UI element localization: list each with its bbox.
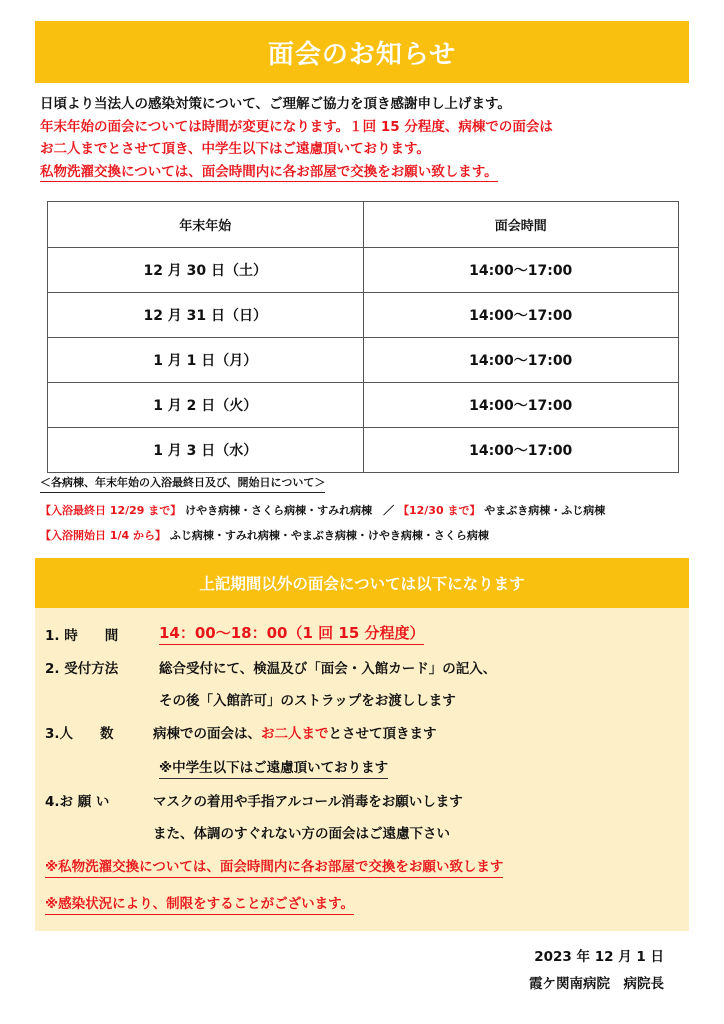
title-banner bbox=[35, 21, 689, 83]
other-period-panel bbox=[35, 558, 689, 931]
intro-line-2: 年末年始の面会については時間が変更になります。１回 15 分程度、病棟での面会は bbox=[40, 118, 553, 135]
other-period-heading-bar bbox=[35, 558, 689, 608]
header-visiting-time: 面会時間 bbox=[363, 202, 679, 248]
row-time: 14:00～17:00 bbox=[363, 293, 679, 338]
people-label: 3.人 数 bbox=[45, 726, 114, 742]
table-row bbox=[48, 383, 679, 428]
table-header-row bbox=[48, 202, 679, 248]
reception-line-2: その後「入館許可」のストラップをお渡しします bbox=[159, 693, 456, 709]
row-time: 14:00～17:00 bbox=[363, 248, 679, 293]
other-period-heading: 上記期間以外の面会については以下になります bbox=[199, 575, 525, 593]
bathing-last-day bbox=[40, 502, 605, 518]
row-date: 12 月 30 日（土） bbox=[48, 248, 364, 293]
header-period: 年末年始 bbox=[48, 202, 364, 248]
time-label: 1. 時 間 bbox=[45, 628, 119, 644]
reception-line-1: 総合受付にて、検温及び「面会・入館カード」の記入、 bbox=[159, 661, 497, 677]
visiting-schedule-table bbox=[47, 201, 679, 473]
request-label: 4.お 願 い bbox=[45, 794, 110, 810]
infection-note: ※感染状況により、制限をすることがございます。 bbox=[45, 896, 354, 915]
row-date: 1 月 1 日（月） bbox=[48, 338, 364, 383]
people-post: とさせて頂きます bbox=[328, 726, 437, 742]
time-value: 14：00～18：00（1 回 15 分程度） bbox=[159, 624, 424, 645]
table-row bbox=[48, 428, 679, 473]
page-title: 面会のお知らせ bbox=[267, 39, 457, 70]
bathing-last-label-2: 【12/30 まで】 bbox=[397, 504, 481, 517]
table-row bbox=[48, 248, 679, 293]
request-line-1: マスクの着用や手指アルコール消毒をお願いします bbox=[153, 794, 463, 810]
issue-date: 2023 年 12 月 1 日 bbox=[534, 949, 664, 965]
row-time: 14:00～17:00 bbox=[363, 428, 679, 473]
bathing-last-wards-2: やまぶき病棟・ふじ病棟 bbox=[484, 504, 606, 517]
row-date: 1 月 2 日（火） bbox=[48, 383, 364, 428]
row-date: 1 月 3 日（水） bbox=[48, 428, 364, 473]
people-highlight: お二人まで bbox=[261, 726, 329, 742]
reception-label: 2. 受付方法 bbox=[45, 661, 119, 677]
row-time: 14:00～17:00 bbox=[363, 383, 679, 428]
bathing-heading: ＜各病棟、年末年始の入浴最終日及び、開始日について＞ bbox=[40, 474, 325, 493]
row-date: 12 月 31 日（日） bbox=[48, 293, 364, 338]
intro-text bbox=[40, 93, 690, 183]
intro-line-1: 日頃より当法人の感染対策について、ご理解ご協力を頂き感謝申し上げます。 bbox=[40, 96, 511, 112]
bathing-start-day bbox=[40, 527, 489, 543]
table-row bbox=[48, 338, 679, 383]
table-row bbox=[48, 293, 679, 338]
request-line-2: また、体調のすぐれない方の面会はご遠慮下さい bbox=[153, 826, 450, 842]
signature: 霞ケ関南病院 病院長 bbox=[529, 976, 664, 992]
intro-line-4: 私物洗濯交換については、面会時間内に各お部屋で交換をお願い致します。 bbox=[40, 163, 498, 180]
row-time: 14:00～17:00 bbox=[363, 338, 679, 383]
bathing-last-label-1: 【入浴最終日 12/29 まで】 bbox=[40, 504, 182, 517]
bathing-start-wards: ふじ病棟・すみれ病棟・やまぶき病棟・けやき病棟・さくら病棟 bbox=[169, 529, 489, 542]
people-note: ※中学生以下はご遠慮頂いております bbox=[159, 760, 388, 779]
people-text bbox=[153, 722, 437, 742]
people-pre: 病棟での面会は、 bbox=[153, 726, 261, 742]
laundry-note: ※私物洗濯交換については、面会時間内に各お部屋で交換をお願い致します bbox=[45, 859, 503, 878]
bathing-start-label: 【入浴開始日 1/4 から】 bbox=[40, 529, 166, 542]
bathing-last-wards-1: けやき病棟・さくら病棟・すみれ病棟 ／ bbox=[185, 504, 395, 517]
intro-line-3: お二人までとさせて頂き、中学生以下はご遠慮頂いております。 bbox=[40, 141, 430, 157]
